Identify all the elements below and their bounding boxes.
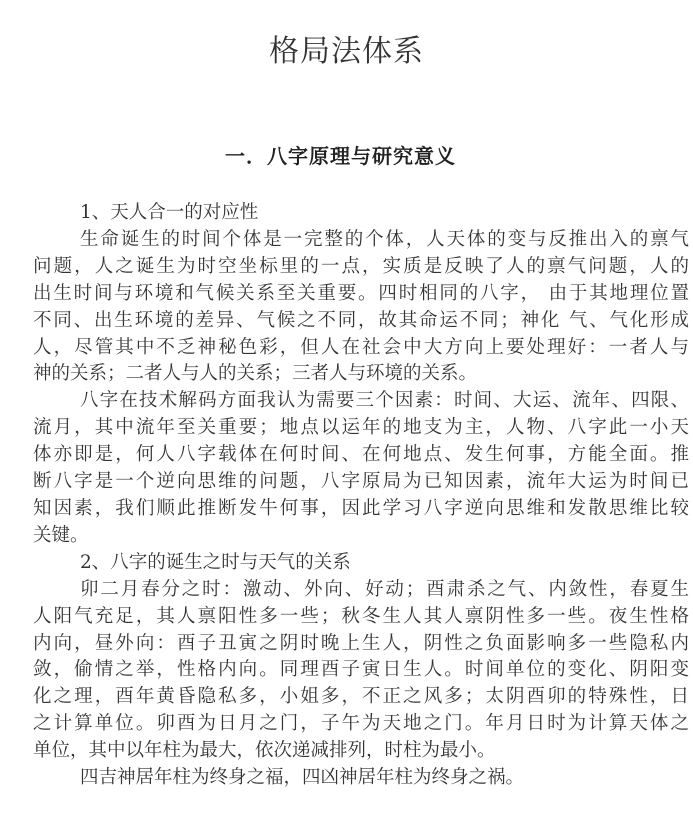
text-line: 四吉神居年柱为终身之福，四凶神居年柱为终身之祸。 (80, 767, 525, 789)
paragraph (33, 765, 689, 792)
text-line: 流月，其中流年至关重要；地点以运年的地支为主，人物、八字此一小天 (33, 417, 689, 439)
text-line: 之计算单位。卯酉为日月之门，子午为天地之门。年月日时为计算天体之 (33, 713, 689, 735)
text-line: 卯二月春分之时：激动、外向、好动；酉肃杀之气、内敛性，春夏生 (80, 578, 689, 600)
text-line: 化之理，酉年黄昏隐私多，小姐多，不正之风多；太阴酉卯的特殊性，日 (33, 686, 689, 708)
text-line: 体亦即是，何人八字载体在何时间、在何地点、发生何事，方能全面。推 (33, 444, 689, 466)
text-line: 问题，人之诞生为时空坐标里的一点，实质是反映了人的禀气问题，人的 (33, 255, 689, 277)
text-line: 神的关系；二者人与人的关系；三者人与环境的关系。 (33, 363, 478, 385)
text-line: 八字在技术解码方面我认为需要三个因素：时间、大运、流年、四限、 (80, 390, 689, 412)
text-line: 单位，其中以年柱为最大，依次递减排列，时柱为最小。 (33, 740, 496, 762)
paragraph (33, 388, 689, 549)
paragraph (33, 577, 689, 765)
document-body (33, 200, 689, 792)
text-line: 内向，昼外向：酉子丑寅之阴时晚上生人，阴性之负面影响多一些隐私内 (33, 632, 689, 654)
section-heading: 一．八字原理与研究意义 (225, 144, 456, 168)
subsection-heading-2 (33, 550, 689, 577)
text-line: 不同、出生环境的差异、气候之不同，故其命运不同；神化 气、气化形成 (33, 309, 689, 331)
subsection-heading-text: 1、天人合一的对应性 (80, 202, 259, 223)
text-line: 知因素，我们顺此推断发牛何事，因此学习八字逆向思维和发散思维比较 (33, 497, 689, 519)
text-line: 人，尽管其中不乏神秘色彩，但人在社会中大方向上要处理好：一者人与 (33, 336, 689, 358)
document-title: 格局法体系 (269, 34, 424, 69)
subsection-heading-1 (33, 200, 689, 227)
text-line: 生命诞生的时间个体是一完整的个体，人天体的变与反推出入的禀气 (80, 228, 689, 250)
subsection-heading-text: 2、八字的诞生之时与天气的关系 (80, 551, 351, 573)
text-line: 敛，偷情之举，性格内向。同理酉子寅日生人。时间单位的变化、阴阳变 (33, 659, 689, 681)
paragraph (33, 227, 689, 388)
text-line: 人阳气充足，其人禀阳性多一些；秋冬生人其人禀阴性多一些。夜生性格 (33, 605, 689, 627)
text-line: 出生时间与环境和气候关系至关重要。四时相同的八字， 由于其地理位置 (33, 282, 689, 304)
text-line: 断八字是一个逆向思维的问题，八字原局为已知因素，流年大运为时间已 (33, 471, 689, 493)
text-line: 关键。 (33, 524, 89, 546)
